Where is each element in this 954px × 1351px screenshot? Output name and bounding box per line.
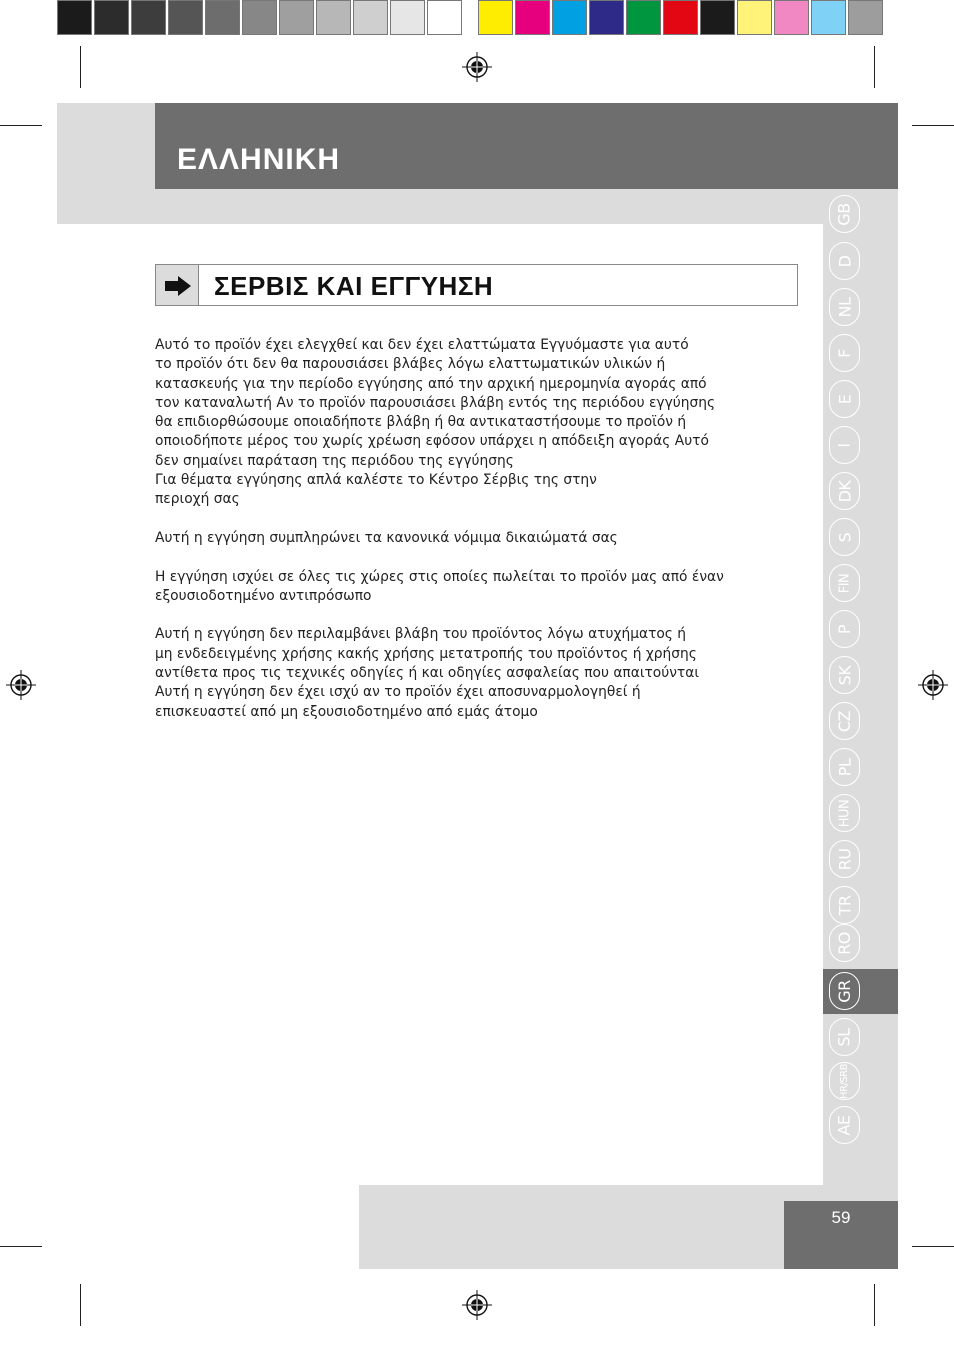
gray-swatch <box>94 0 129 35</box>
language-tab[interactable] <box>829 748 860 786</box>
crop-mark <box>80 46 81 88</box>
color-swatch <box>737 0 772 35</box>
crop-mark <box>874 46 875 88</box>
language-tab[interactable] <box>829 794 860 832</box>
text-line: το προϊόν ότι δεν θα παρουσιάσει βλάβες λόγω ελαττωματικών υλικών ή <box>155 356 666 373</box>
language-tab-label: HR/SRB <box>839 1063 850 1099</box>
gray-swatch <box>131 0 166 35</box>
language-tab[interactable] <box>829 1106 860 1144</box>
gray-swatch <box>390 0 425 35</box>
language-tab[interactable] <box>829 1018 860 1056</box>
section-title: ΣΕΡΒΙΣ ΚΑΙ ΕΓΓΥΗΣΗ <box>214 271 494 301</box>
gray-swatch <box>427 0 462 35</box>
language-tab[interactable] <box>829 380 860 418</box>
language-tab-label: PL <box>835 758 854 776</box>
registration-mark-icon <box>462 1290 492 1320</box>
language-tab[interactable] <box>829 924 860 962</box>
section-arrow-box <box>156 265 199 305</box>
warranty-text <box>155 336 795 722</box>
language-tab[interactable] <box>829 242 860 280</box>
registration-mark-icon <box>6 670 36 700</box>
text-line: επισκευαστεί από μη εξουσιοδοτημένο από εμάς άτομο <box>155 703 538 720</box>
gray-swatch <box>57 0 92 35</box>
text-line: εξουσιοδοτημένο αντιπρόσωπο <box>155 587 372 604</box>
page-number: 59 <box>831 1208 851 1227</box>
text-line: δεν σημαίνει παράταση της περιόδου της εγγύησης <box>155 452 514 469</box>
paragraph-spacer <box>155 510 795 529</box>
language-tab[interactable] <box>829 702 860 740</box>
gray-swatch <box>279 0 314 35</box>
language-tab[interactable] <box>829 288 860 326</box>
language-tab-label: E <box>834 394 854 404</box>
language-tab-label: F <box>834 348 854 358</box>
crop-mark <box>0 1246 42 1247</box>
page-number-box <box>784 1201 898 1269</box>
gray-swatch <box>353 0 388 35</box>
language-tab[interactable] <box>829 334 860 372</box>
crop-mark <box>0 125 42 126</box>
text-line: Για θέματα εγγύησης απλά καλέστε το Κέντρο Σέρβις της στην <box>155 472 597 489</box>
language-tab-label: I <box>835 442 854 448</box>
language-tab-label: TR <box>834 895 854 915</box>
color-swatch <box>663 0 698 35</box>
text-line: οποιοδήποτε μέρος του χωρίς χρέωση εφόσον υπάρχει η απόδειξη αγοράς Αυτό <box>155 433 709 450</box>
text-line: Αυτή η εγγύηση δεν έχει ισχύ αν το προϊόν έχει αποσυναρμολογηθεί ή <box>155 684 641 701</box>
gray-swatch <box>316 0 351 35</box>
registration-mark-icon <box>462 52 492 82</box>
color-swatch <box>552 0 587 35</box>
arrow-right-icon <box>165 276 191 296</box>
language-tab[interactable] <box>829 886 860 924</box>
crop-mark <box>912 1246 954 1247</box>
text-line: Αυτή η εγγύηση δεν περιλαμβάνει βλάβη του προϊόντος λόγω ατυχήματος ή <box>155 626 687 643</box>
gray-swatch <box>168 0 203 35</box>
language-tab-label: FIN <box>836 573 852 593</box>
language-tab-label: SL <box>834 1027 854 1047</box>
language-tab[interactable] <box>829 840 860 878</box>
crop-mark <box>874 1284 875 1326</box>
language-tab-label: HUN <box>836 799 852 827</box>
paragraph-spacer <box>155 606 795 625</box>
paragraph-spacer <box>155 548 795 567</box>
section-header <box>155 264 798 306</box>
crop-mark <box>912 125 954 126</box>
language-tab-label: P <box>835 624 854 634</box>
text-line: περιοχή σας <box>155 491 240 508</box>
registration-mark-icon <box>918 670 948 700</box>
color-swatch <box>589 0 624 35</box>
language-tab[interactable] <box>829 518 860 556</box>
language-tab-label: NL <box>834 297 854 317</box>
color-swatch <box>700 0 735 35</box>
language-tab-label: SK <box>835 665 854 685</box>
color-swatch <box>478 0 513 35</box>
color-calibration-bar <box>57 0 885 40</box>
language-tab[interactable] <box>829 1062 860 1100</box>
language-tab-label: CZ <box>834 710 854 732</box>
language-tab-label: GB <box>835 202 854 226</box>
language-tab-label: DK <box>835 480 854 502</box>
page-title: ΕΛΛΗΝΙΚΗ <box>177 143 341 176</box>
language-tab[interactable] <box>829 656 860 694</box>
text-line: Αυτή η εγγύηση συμπληρώνει τα κανονικά νόμιμα δικαιώματά σας <box>155 529 618 546</box>
language-tab-label: RO <box>835 931 854 955</box>
crop-mark <box>80 1284 81 1326</box>
language-tab-label: AE <box>835 1114 854 1136</box>
color-swatch <box>774 0 809 35</box>
language-tab-label: RU <box>834 848 854 870</box>
text-line: τον καταναλωτή Αν το προϊόν παρουσιάσει βλάβη εντός της περιόδου εγγύησης <box>155 394 716 411</box>
language-tab[interactable] <box>829 564 860 602</box>
language-tab-label: GR <box>834 979 854 1003</box>
color-swatch <box>811 0 846 35</box>
color-swatch <box>848 0 883 35</box>
swatch-gap <box>464 0 476 35</box>
language-tab[interactable] <box>829 472 860 510</box>
gray-swatch <box>242 0 277 35</box>
gray-swatch <box>205 0 240 35</box>
color-swatch <box>626 0 661 35</box>
language-tab[interactable] <box>829 610 860 648</box>
language-tab[interactable] <box>829 195 860 233</box>
language-tab[interactable] <box>829 426 860 464</box>
text-line: μη ενδεδειγμένης χρήσης κακής χρήσης μετατροπής του προϊόντος ή χρήσης <box>155 645 697 662</box>
language-tab-label: D <box>834 255 854 267</box>
text-line: Αυτό το προϊόν έχει ελεγχθεί και δεν έχει ελαττώματα Εγγυόμαστε για αυτό <box>155 337 689 353</box>
text-line: αντίθετα προς τις τεχνικές οδηγίες ή και οδηγίες ασφαλείας που απαιτούνται <box>155 665 699 682</box>
language-tab[interactable] <box>829 972 860 1010</box>
text-line: κατασκευής για την περίοδο εγγύησης από την αρχική ημερομηνία αγοράς από <box>155 375 707 392</box>
language-tab-label: S <box>835 532 854 542</box>
color-swatch <box>515 0 550 35</box>
text-line: Η εγγύηση ισχύει σε όλες τις χώρες στις οποίες πωλείται το προϊόν μας από έναν <box>155 568 724 585</box>
text-line: θα επιδιορθώσουμε οποιαδήποτε βλάβη ή θα αντικαταστήσουμε το προϊόν ή <box>155 414 687 431</box>
